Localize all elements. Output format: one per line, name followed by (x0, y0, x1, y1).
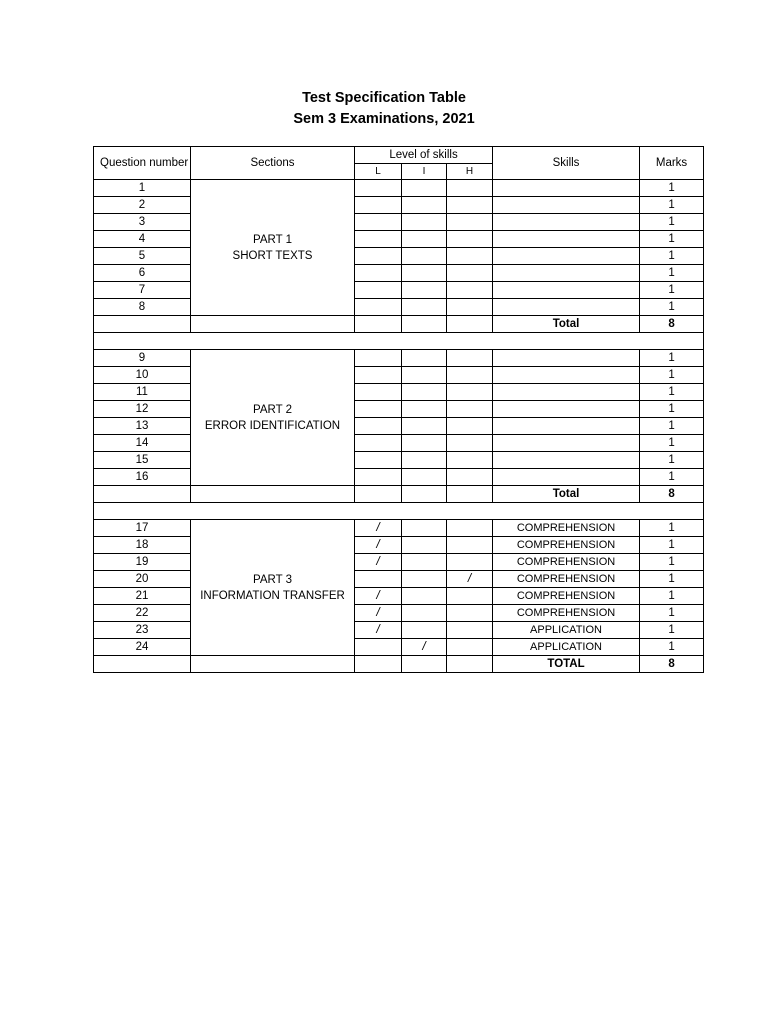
level-h-cell (447, 588, 493, 605)
level-h-cell (447, 197, 493, 214)
level-h-cell (447, 469, 493, 486)
tick-mark: / (422, 639, 426, 653)
level-i-cell (402, 622, 447, 639)
table-row (94, 435, 704, 452)
question-number-cell: 19 (94, 554, 191, 571)
marks-cell: 1 (640, 299, 704, 316)
level-l-cell (355, 316, 402, 333)
tick-mark: / (376, 588, 380, 602)
level-i-cell (402, 299, 447, 316)
marks-cell: 1 (640, 350, 704, 367)
level-l-cell (355, 299, 402, 316)
tick-mark: / (376, 537, 380, 551)
level-l-cell (355, 214, 402, 231)
marks-cell: 1 (640, 469, 704, 486)
section-part-label: PART 2 (253, 403, 292, 416)
marks-cell: 1 (640, 571, 704, 588)
level-i-cell (402, 418, 447, 435)
level-i-cell (402, 248, 447, 265)
level-i-cell (402, 588, 447, 605)
skills-header: Skills (493, 147, 640, 180)
level-h-cell (447, 231, 493, 248)
marks-cell: 1 (640, 435, 704, 452)
table-row (94, 265, 704, 282)
total-marks-cell: 8 (640, 656, 704, 673)
level-h-cell (447, 248, 493, 265)
page-subtitle: Sem 3 Examinations, 2021 (293, 111, 475, 127)
level-h-cell (447, 299, 493, 316)
page-title: Test Specification Table (302, 90, 466, 106)
table-row (94, 214, 704, 231)
question-number-cell: 13 (94, 418, 191, 435)
skill-cell: COMPREHENSION (493, 554, 640, 571)
section-part-label: PART 1 (253, 233, 292, 246)
level-i-cell (402, 265, 447, 282)
table-row (94, 350, 704, 367)
skill-cell: COMPREHENSION (493, 571, 640, 588)
table-row (94, 180, 704, 197)
level-l-cell (355, 231, 402, 248)
level-l-cell (355, 401, 402, 418)
tick-mark: / (467, 571, 472, 585)
document-heading (0, 88, 768, 130)
total-label-cell: Total (493, 316, 640, 333)
total-label-cell: Total (493, 486, 640, 503)
tick-mark: / (376, 622, 380, 636)
table-row (94, 588, 704, 605)
skill-cell (493, 418, 640, 435)
level-l-cell (355, 622, 402, 639)
section-name-cell (191, 520, 355, 656)
level-h-cell (447, 605, 493, 622)
question-number-cell: 23 (94, 622, 191, 639)
section-name-cell (191, 316, 355, 333)
table-row (94, 248, 704, 265)
level-h-cell (447, 656, 493, 673)
marks-cell: 1 (640, 401, 704, 418)
spacer-cell (94, 333, 704, 350)
level-h-cell (447, 571, 493, 588)
skill-cell (493, 180, 640, 197)
level-i-cell (402, 554, 447, 571)
tick-mark: / (376, 554, 380, 568)
marks-cell: 1 (640, 367, 704, 384)
level-i-cell (402, 520, 447, 537)
table-row (94, 605, 704, 622)
table-row (94, 639, 704, 656)
skill-cell: APPLICATION (493, 622, 640, 639)
table-row (94, 401, 704, 418)
level-l-cell (355, 571, 402, 588)
question-number-cell: 20 (94, 571, 191, 588)
level-l-cell (355, 248, 402, 265)
level-h-cell (447, 401, 493, 418)
level-h-header: H (447, 164, 493, 180)
level-h-cell (447, 418, 493, 435)
level-h-cell (447, 452, 493, 469)
question-number-cell: 11 (94, 384, 191, 401)
section-name-cell (191, 180, 355, 316)
question-number-cell: 7 (94, 282, 191, 299)
table-row (94, 622, 704, 639)
level-i-cell (402, 571, 447, 588)
table-row (94, 571, 704, 588)
section-title-label: ERROR IDENTIFICATION (204, 419, 341, 432)
question-number-cell: 9 (94, 350, 191, 367)
level-l-cell (355, 486, 402, 503)
level-i-cell (402, 537, 447, 554)
sections-header: Sections (191, 147, 355, 180)
level-h-cell (447, 537, 493, 554)
level-h-cell (447, 316, 493, 333)
level-i-cell (402, 401, 447, 418)
level-l-cell (355, 435, 402, 452)
level-h-cell (447, 520, 493, 537)
marks-cell: 1 (640, 452, 704, 469)
level-l-cell (355, 537, 402, 554)
question-number-cell (94, 486, 191, 503)
marks-cell: 1 (640, 282, 704, 299)
table-row (94, 197, 704, 214)
skill-cell (493, 265, 640, 282)
level-l-cell (355, 639, 402, 656)
question-number-cell: 3 (94, 214, 191, 231)
marks-cell: 1 (640, 384, 704, 401)
table-row (94, 367, 704, 384)
question-number-cell (94, 656, 191, 673)
level-l-cell (355, 554, 402, 571)
marks-cell: 1 (640, 418, 704, 435)
level-h-cell (447, 435, 493, 452)
total-marks-cell: 8 (640, 316, 704, 333)
skill-cell: COMPREHENSION (493, 537, 640, 554)
tick-mark: / (376, 605, 380, 619)
level-i-cell (402, 605, 447, 622)
question-number-cell: 22 (94, 605, 191, 622)
skill-cell (493, 282, 640, 299)
level-h-cell (447, 350, 493, 367)
question-number-cell: 10 (94, 367, 191, 384)
table-row (94, 231, 704, 248)
level-l-cell (355, 350, 402, 367)
level-i-cell (402, 316, 447, 333)
skill-cell (493, 367, 640, 384)
level-l-cell (355, 180, 402, 197)
total-row (94, 656, 704, 673)
level-i-cell (402, 435, 447, 452)
skill-cell (493, 452, 640, 469)
table-row (94, 537, 704, 554)
marks-cell: 1 (640, 622, 704, 639)
table-row (94, 469, 704, 486)
level-l-cell (355, 197, 402, 214)
header-row (94, 147, 704, 164)
level-h-cell (447, 622, 493, 639)
section-name-cell (191, 656, 355, 673)
level-i-cell (402, 486, 447, 503)
level-h-cell (447, 265, 493, 282)
table-row (94, 418, 704, 435)
skill-cell (493, 299, 640, 316)
question-number-cell: 2 (94, 197, 191, 214)
level-h-cell (447, 367, 493, 384)
marks-cell: 1 (640, 588, 704, 605)
level-h-cell (447, 214, 493, 231)
total-row (94, 316, 704, 333)
question-number-cell: 4 (94, 231, 191, 248)
level-i-header: I (402, 164, 447, 180)
level-l-cell (355, 367, 402, 384)
test-specification-table (93, 146, 704, 673)
skill-cell (493, 350, 640, 367)
table-row (94, 282, 704, 299)
question-number-cell: 6 (94, 265, 191, 282)
question-number-cell: 24 (94, 639, 191, 656)
marks-cell: 1 (640, 197, 704, 214)
marks-cell: 1 (640, 248, 704, 265)
question-number-cell: 18 (94, 537, 191, 554)
level-h-cell (447, 486, 493, 503)
section-name-cell (191, 486, 355, 503)
table-row (94, 520, 704, 537)
spacer-cell (94, 503, 704, 520)
question-number-header: Question number (94, 147, 191, 180)
question-number-cell: 5 (94, 248, 191, 265)
table-row (94, 554, 704, 571)
section-part-label: PART 3 (253, 573, 292, 586)
marks-cell: 1 (640, 520, 704, 537)
section-name-cell (191, 350, 355, 486)
level-i-cell (402, 367, 447, 384)
question-number-cell: 14 (94, 435, 191, 452)
level-i-cell (402, 639, 447, 656)
level-h-cell (447, 554, 493, 571)
marks-cell: 1 (640, 180, 704, 197)
question-number-cell: 8 (94, 299, 191, 316)
level-l-cell (355, 656, 402, 673)
skill-cell: COMPREHENSION (493, 605, 640, 622)
table-row (94, 384, 704, 401)
skill-cell: APPLICATION (493, 639, 640, 656)
level-i-cell (402, 452, 447, 469)
level-l-cell (355, 418, 402, 435)
marks-cell: 1 (640, 537, 704, 554)
skill-cell (493, 401, 640, 418)
question-number-cell: 1 (94, 180, 191, 197)
table-row (94, 452, 704, 469)
level-l-header: L (355, 164, 402, 180)
level-i-cell (402, 469, 447, 486)
skill-cell (493, 469, 640, 486)
level-l-cell (355, 265, 402, 282)
level-i-cell (402, 350, 447, 367)
marks-cell: 1 (640, 639, 704, 656)
skill-cell: COMPREHENSION (493, 588, 640, 605)
question-number-cell: 16 (94, 469, 191, 486)
level-of-skills-header: Level of skills (355, 147, 493, 164)
marks-header: Marks (640, 147, 704, 180)
skill-cell (493, 435, 640, 452)
question-number-cell (94, 316, 191, 333)
marks-cell: 1 (640, 265, 704, 282)
skill-cell (493, 214, 640, 231)
level-l-cell (355, 384, 402, 401)
tick-mark: / (376, 520, 380, 534)
skill-cell (493, 384, 640, 401)
question-number-cell: 17 (94, 520, 191, 537)
marks-cell: 1 (640, 231, 704, 248)
level-i-cell (402, 231, 447, 248)
table-row (94, 299, 704, 316)
section-title-label: INFORMATION TRANSFER (200, 589, 345, 602)
level-h-cell (447, 639, 493, 656)
level-i-cell (402, 214, 447, 231)
level-i-cell (402, 384, 447, 401)
level-h-cell (447, 384, 493, 401)
question-number-cell: 21 (94, 588, 191, 605)
marks-cell: 1 (640, 214, 704, 231)
total-row (94, 486, 704, 503)
skill-cell: COMPREHENSION (493, 520, 640, 537)
level-l-cell (355, 282, 402, 299)
spacer-row (94, 503, 704, 520)
level-i-cell (402, 282, 447, 299)
total-label-cell: TOTAL (493, 656, 640, 673)
level-l-cell (355, 605, 402, 622)
section-title-label: SHORT TEXTS (232, 249, 313, 262)
level-i-cell (402, 197, 447, 214)
total-marks-cell: 8 (640, 486, 704, 503)
skill-cell (493, 248, 640, 265)
spacer-row (94, 333, 704, 350)
level-h-cell (447, 282, 493, 299)
level-l-cell (355, 469, 402, 486)
level-l-cell (355, 520, 402, 537)
level-i-cell (402, 656, 447, 673)
level-l-cell (355, 588, 402, 605)
level-h-cell (447, 180, 493, 197)
question-number-cell: 15 (94, 452, 191, 469)
question-number-cell: 12 (94, 401, 191, 418)
marks-cell: 1 (640, 554, 704, 571)
skill-cell (493, 197, 640, 214)
skill-cell (493, 231, 640, 248)
level-i-cell (402, 180, 447, 197)
marks-cell: 1 (640, 605, 704, 622)
level-l-cell (355, 452, 402, 469)
